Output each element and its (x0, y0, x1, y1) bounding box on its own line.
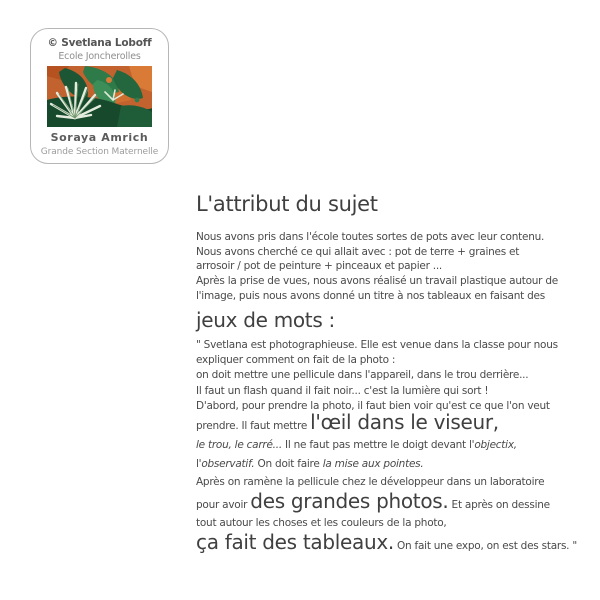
quote-line-7-text: Il ne faut pas mettre le doigt devant l' (281, 438, 475, 451)
intro-line-4: Après la prise de vues, nous avons réalisé un travail plastique autour de (196, 275, 558, 288)
article (196, 192, 600, 556)
quote-line-10-text-1: pour avoir (196, 498, 251, 511)
intro-line-5: l'image, puis nous avons donné un titre à nos tableaux en faisant des (196, 289, 545, 302)
photographer-credit: © Svetlana Loboff (47, 37, 152, 49)
quote-line-12 (196, 529, 600, 556)
quote-line-10-emphasis: des grandes photos. (250, 488, 449, 513)
quote-line-12-text: On fait une expo, on est des stars. " (393, 539, 577, 552)
quote-line-8 (196, 455, 600, 474)
quote-part-2 (196, 436, 600, 556)
quote-line-6 (196, 409, 600, 434)
plants-photo (47, 66, 152, 127)
quote-line-8-italic-2: la mise aux pointes. (322, 457, 424, 470)
intro-line-2: Nous avons cherché ce qui allait avec : pot de terre + graines et (196, 245, 520, 258)
quote-line-5: D'abord, pour prendre la photo, il faut bien voir qu'est ce que l'on veut (196, 400, 550, 413)
quote-part-1 (196, 338, 600, 434)
quote-line-8-italic-1: observatif. (201, 457, 255, 470)
quote-line-1: " Svetlana est photographieuse. Elle est venue dans la classe pour nous (196, 338, 558, 351)
class-grade: Grande Section Maternelle (40, 147, 159, 157)
quote-line-10 (196, 488, 600, 515)
page-title: L'attribut du sujet (196, 192, 378, 216)
quote-line-11: tout autour les choses et les couleurs de la photo, (196, 517, 447, 530)
school-name: Ecole Joncherolles (58, 51, 141, 62)
photo-credit-card (30, 28, 169, 164)
quote-line-7 (196, 436, 600, 455)
quote-line-9: Après on ramène la pellicule chez le développeur dans un laboratoire (196, 476, 545, 489)
quote-line-7-italic-1: le trou, le carré... (196, 438, 282, 451)
quote-line-2: expliquer comment on fait de la photo : (196, 353, 396, 366)
quote-line-4: Il faut un flash quand il fait noir... c'est la lumière qui sort ! (196, 384, 489, 397)
quote-line-6-emphasis: l'œil dans le viseur, (310, 409, 499, 434)
quote-line-12-emphasis: ça fait des tableaux. (196, 529, 394, 554)
quote-line-10-text-2: Et après on dessine (448, 498, 550, 511)
quote-line-8-text-2: On doit faire (254, 457, 323, 470)
wordplay-heading: jeux de mots : (196, 307, 335, 332)
intro-line-3: arrosoir / pot de peinture + pinceaux et papier ... (196, 260, 442, 273)
quote-line-3: on doit mettre une pellicule dans l'appareil, dans le trou derrière... (196, 369, 529, 382)
plants-photo-illustration (47, 66, 152, 127)
student-name: Soraya Amrich (50, 131, 149, 144)
intro-paragraph (196, 230, 600, 304)
intro-line-1: Nous avons pris dans l'école toutes sortes de pots avec leur contenu. (196, 231, 545, 243)
quote-line-6-text: prendre. Il faut mettre (196, 419, 311, 432)
quote-line-8-text-1: l' (196, 457, 202, 470)
quote-line-7-italic-2: objectix, (474, 438, 517, 451)
